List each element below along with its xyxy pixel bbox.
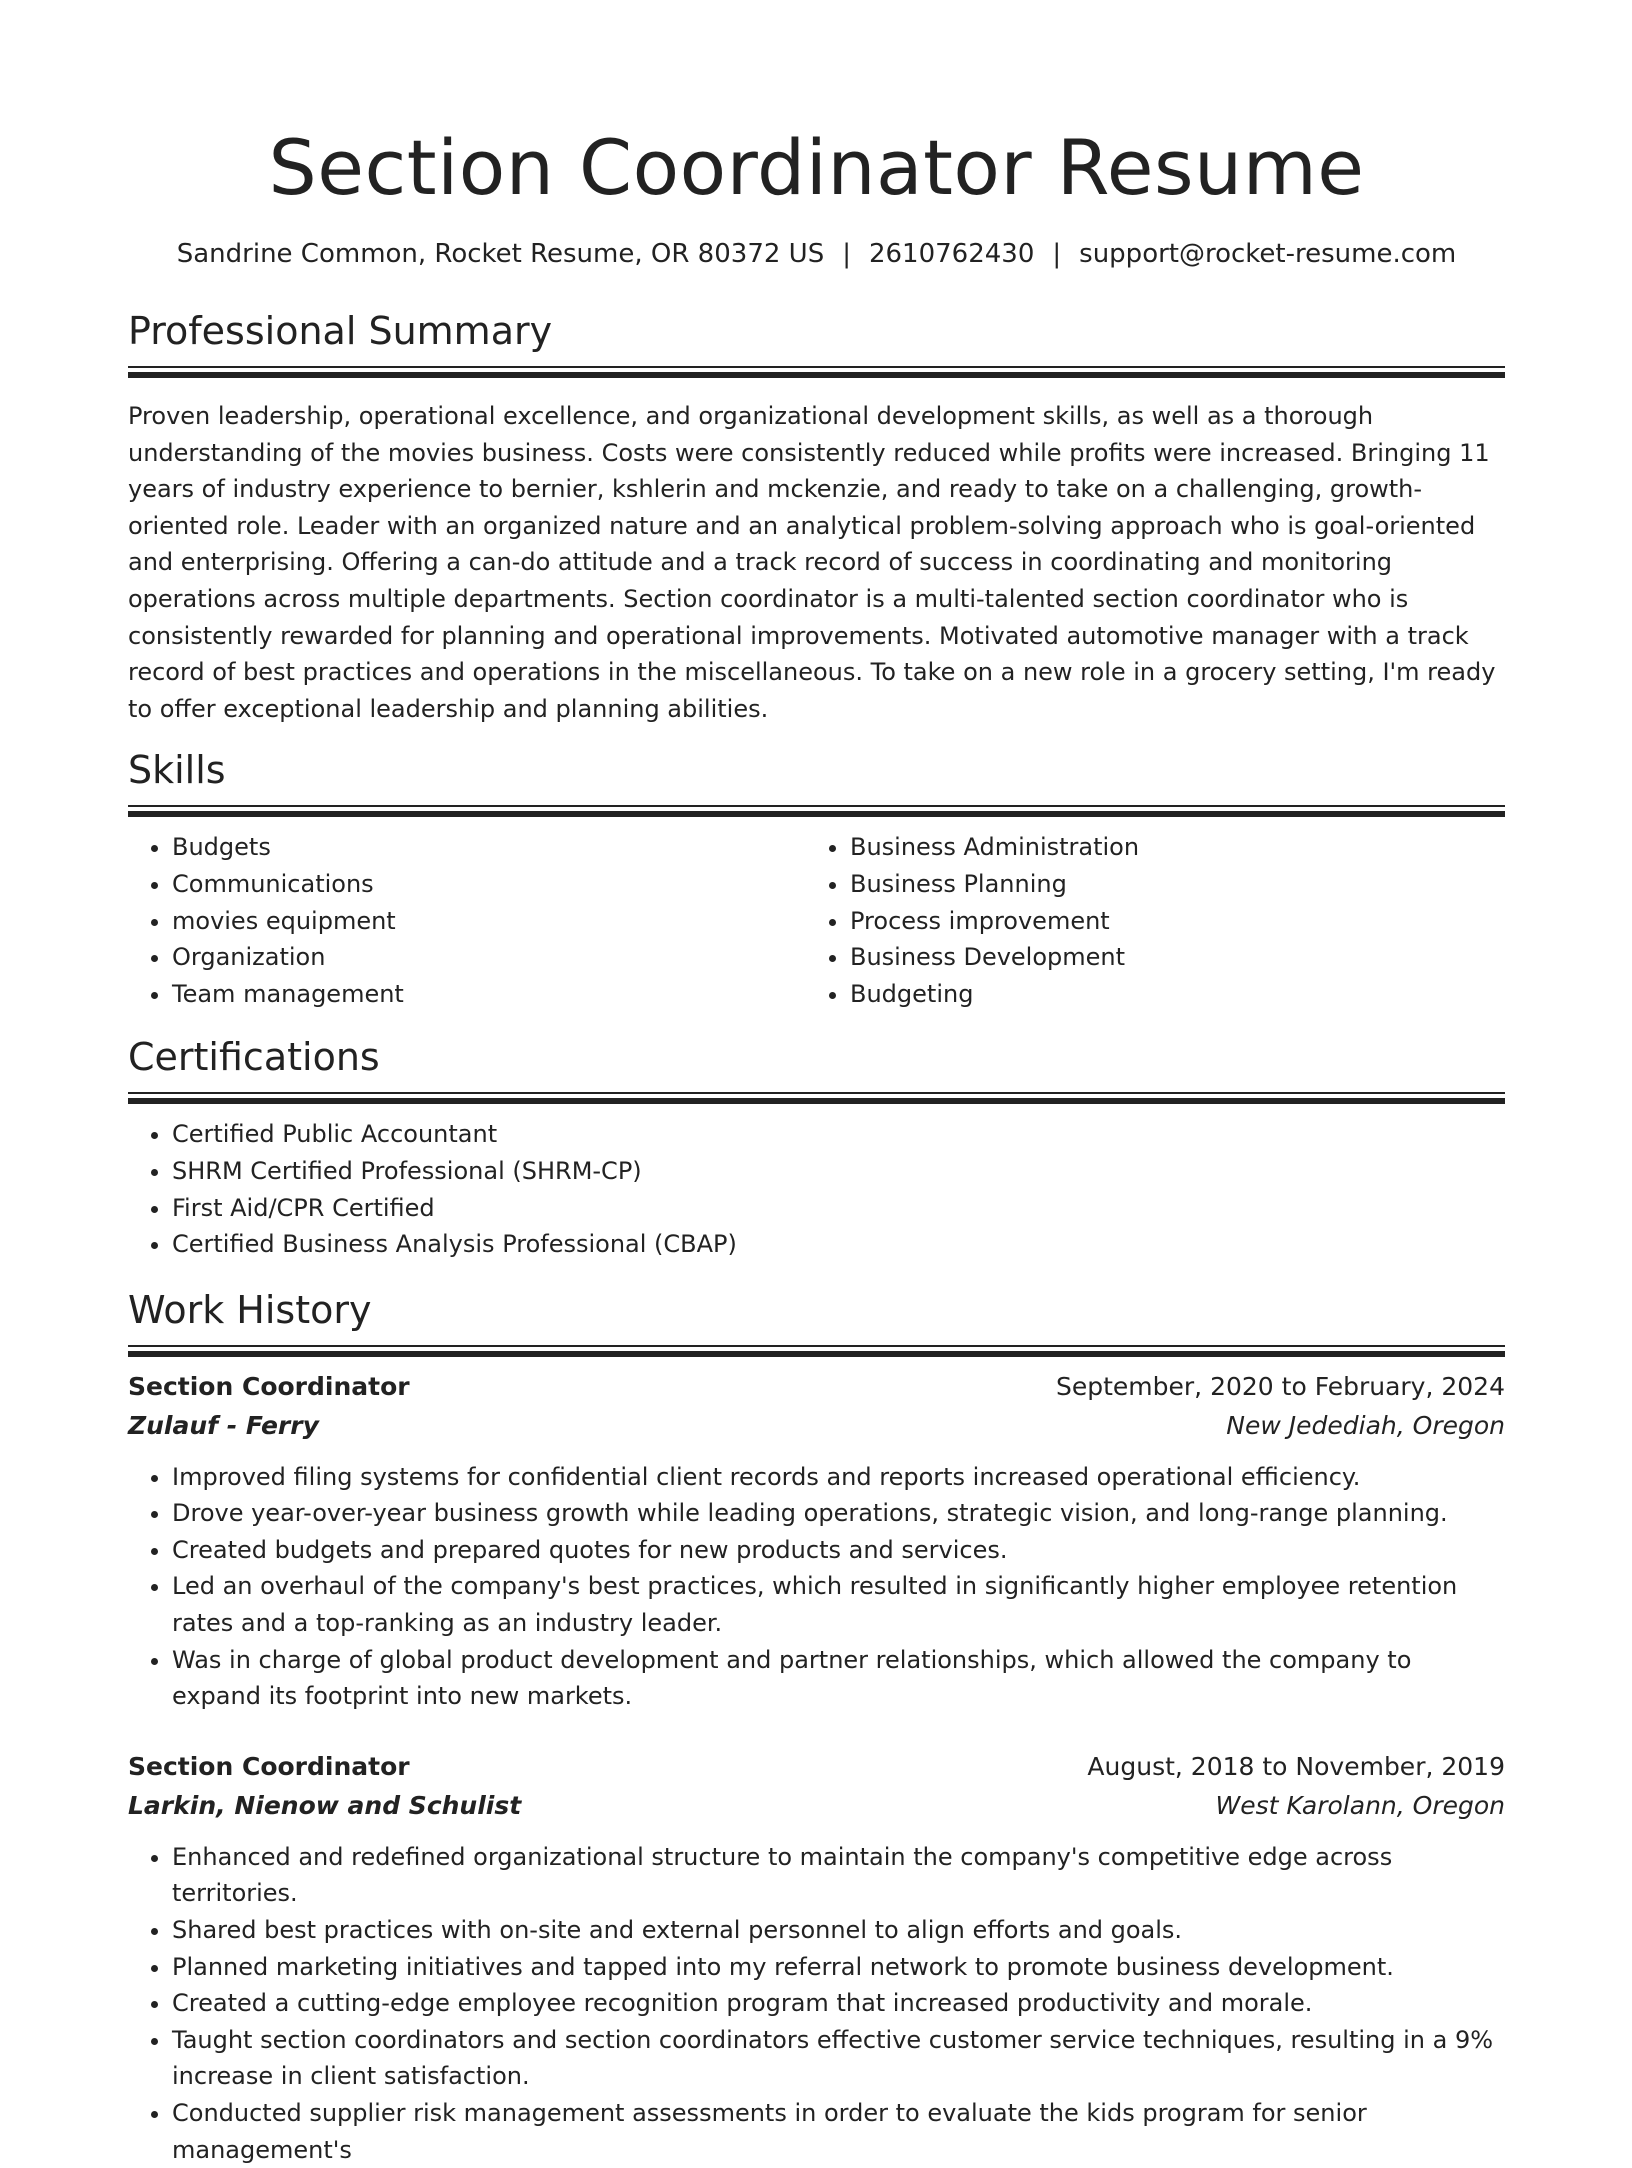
skills-heading: Skills xyxy=(128,748,226,793)
skill-item: • Organization xyxy=(172,939,806,976)
summary-heading: Professional Summary xyxy=(128,309,553,353)
skills-columns xyxy=(128,829,1505,1012)
job-company: Zulauf - Ferry xyxy=(128,1410,319,1440)
certification-item: • SHRM Certified Professional (SHRM-CP) xyxy=(172,1153,1505,1190)
skills-section xyxy=(128,747,1505,1012)
job-bullet: • Planned marketing initiatives and tapped into my referral network to promote business development. xyxy=(172,1949,1505,1986)
job-bullet: • Drove year-over-year business growth while leading operations, strategic vision, and long-range planning. xyxy=(172,1495,1505,1532)
section-divider xyxy=(128,805,1505,815)
job-bullet: • Created budgets and prepared quotes for new products and services. xyxy=(172,1532,1505,1569)
job-title: Section Coordinator xyxy=(128,1751,410,1781)
contact-address: Sandrine Common, Rocket Resume, OR 80372 US xyxy=(176,239,825,269)
resume-page xyxy=(128,0,1505,2168)
job-bullet: • Enhanced and redefined organizational structure to maintain the company's competitive edge across territories. xyxy=(172,1839,1505,1912)
job-title: Section Coordinator xyxy=(128,1371,410,1401)
summary-text: Proven leadership, operational excellence, and organizational development skills, as well as a thorough understanding of the movies business. Costs were consistently reduced while profits were increased. Bringing 11 years of industry experience to bernier, kshlerin and mckenzie, and ready to take on a challenging, growth-oriented role. Leader with an organized nature and an analytical problem-solving approach who is goal-oriented and enterprising. Offering a can-do attitude and a track record of success in coordinating and monitoring operations across multiple departments. Section coordinator is a multi-talented section coordinator who is consistently rewarded for planning and operational improvements. Motivated automotive manager with a track record of best practices and operations in the miscellaneous. To take on a new role in a grocery setting, I'm ready to offer exceptional leadership and planning abilities. xyxy=(128,402,1496,723)
work-history-section xyxy=(128,1287,1505,2168)
skill-item: • Budgeting xyxy=(850,976,1484,1013)
contact-line xyxy=(128,238,1505,270)
section-divider xyxy=(128,366,1505,376)
certification-item: • Certified Public Accountant xyxy=(172,1116,1505,1153)
job-bullet: • Improved filing systems for confidential client records and reports increased operational efficiency. xyxy=(172,1459,1505,1496)
job-bullet: • Was in charge of global product development and partner relationships, which allowed the company to expand its footprint into new markets. xyxy=(172,1642,1505,1715)
job-subheader xyxy=(128,1407,1505,1445)
contact-separator: | xyxy=(842,239,851,269)
contact-separator: | xyxy=(1052,239,1062,269)
job-company: Larkin, Nienow and Schulist xyxy=(128,1790,522,1820)
work-history-heading: Work History xyxy=(128,1287,372,1332)
contact-email: support@rocket-resume.com xyxy=(1079,239,1457,269)
summary-section xyxy=(128,308,1505,727)
job-bullet: • Conducted supplier risk management assessments in order to evaluate the kids program for senior management's xyxy=(172,2095,1505,2168)
certifications-section xyxy=(128,1034,1505,1262)
job-entry xyxy=(128,1367,1505,1715)
job-dates: September, 2020 to February, 2024 xyxy=(1056,1371,1505,1401)
job-dates: August, 2018 to November, 2019 xyxy=(1087,1751,1505,1781)
skills-right-column xyxy=(806,829,1484,1012)
contact-phone: 2610762430 xyxy=(868,239,1035,269)
job-header xyxy=(128,1367,1505,1407)
skill-item: • Team management xyxy=(172,976,806,1013)
skill-item: • Business Administration xyxy=(850,829,1484,866)
page-title: Section Coordinator Resume xyxy=(268,123,1365,212)
skill-item: • Budgets xyxy=(172,829,806,866)
certification-item: • First Aid/CPR Certified xyxy=(172,1190,1505,1227)
skill-item: • movies equipment xyxy=(172,903,806,940)
certification-item: • Certified Business Analysis Professional (CBAP) xyxy=(172,1226,1505,1263)
skills-left-column xyxy=(128,829,806,1012)
skill-item: • Communications xyxy=(172,866,806,903)
section-divider xyxy=(128,1092,1505,1102)
job-bullet: • Led an overhaul of the company's best practices, which resulted in significantly higher employee retention rates and a top-ranking as an industry leader. xyxy=(172,1568,1505,1641)
job-location: New Jedediah, Oregon xyxy=(1226,1410,1505,1440)
job-bullet: • Created a cutting-edge employee recognition program that increased productivity and morale. xyxy=(172,1985,1505,2022)
job-bullet: • Taught section coordinators and section coordinators effective customer service techniques, resulting in a 9% increase in client satisfaction. xyxy=(172,2022,1505,2095)
skill-item: • Business Development xyxy=(850,939,1484,976)
job-bullet: • Shared best practices with on-site and external personnel to align efforts and goals. xyxy=(172,1912,1505,1949)
skill-item: • Process improvement xyxy=(850,903,1484,940)
certifications-heading: Certifications xyxy=(128,1035,380,1080)
skill-item: • Business Planning xyxy=(850,866,1484,903)
job-entry xyxy=(128,1747,1505,2168)
job-location: West Karolann, Oregon xyxy=(1215,1790,1505,1820)
job-subheader xyxy=(128,1787,1505,1825)
job-header xyxy=(128,1747,1505,1787)
section-divider xyxy=(128,1345,1505,1355)
